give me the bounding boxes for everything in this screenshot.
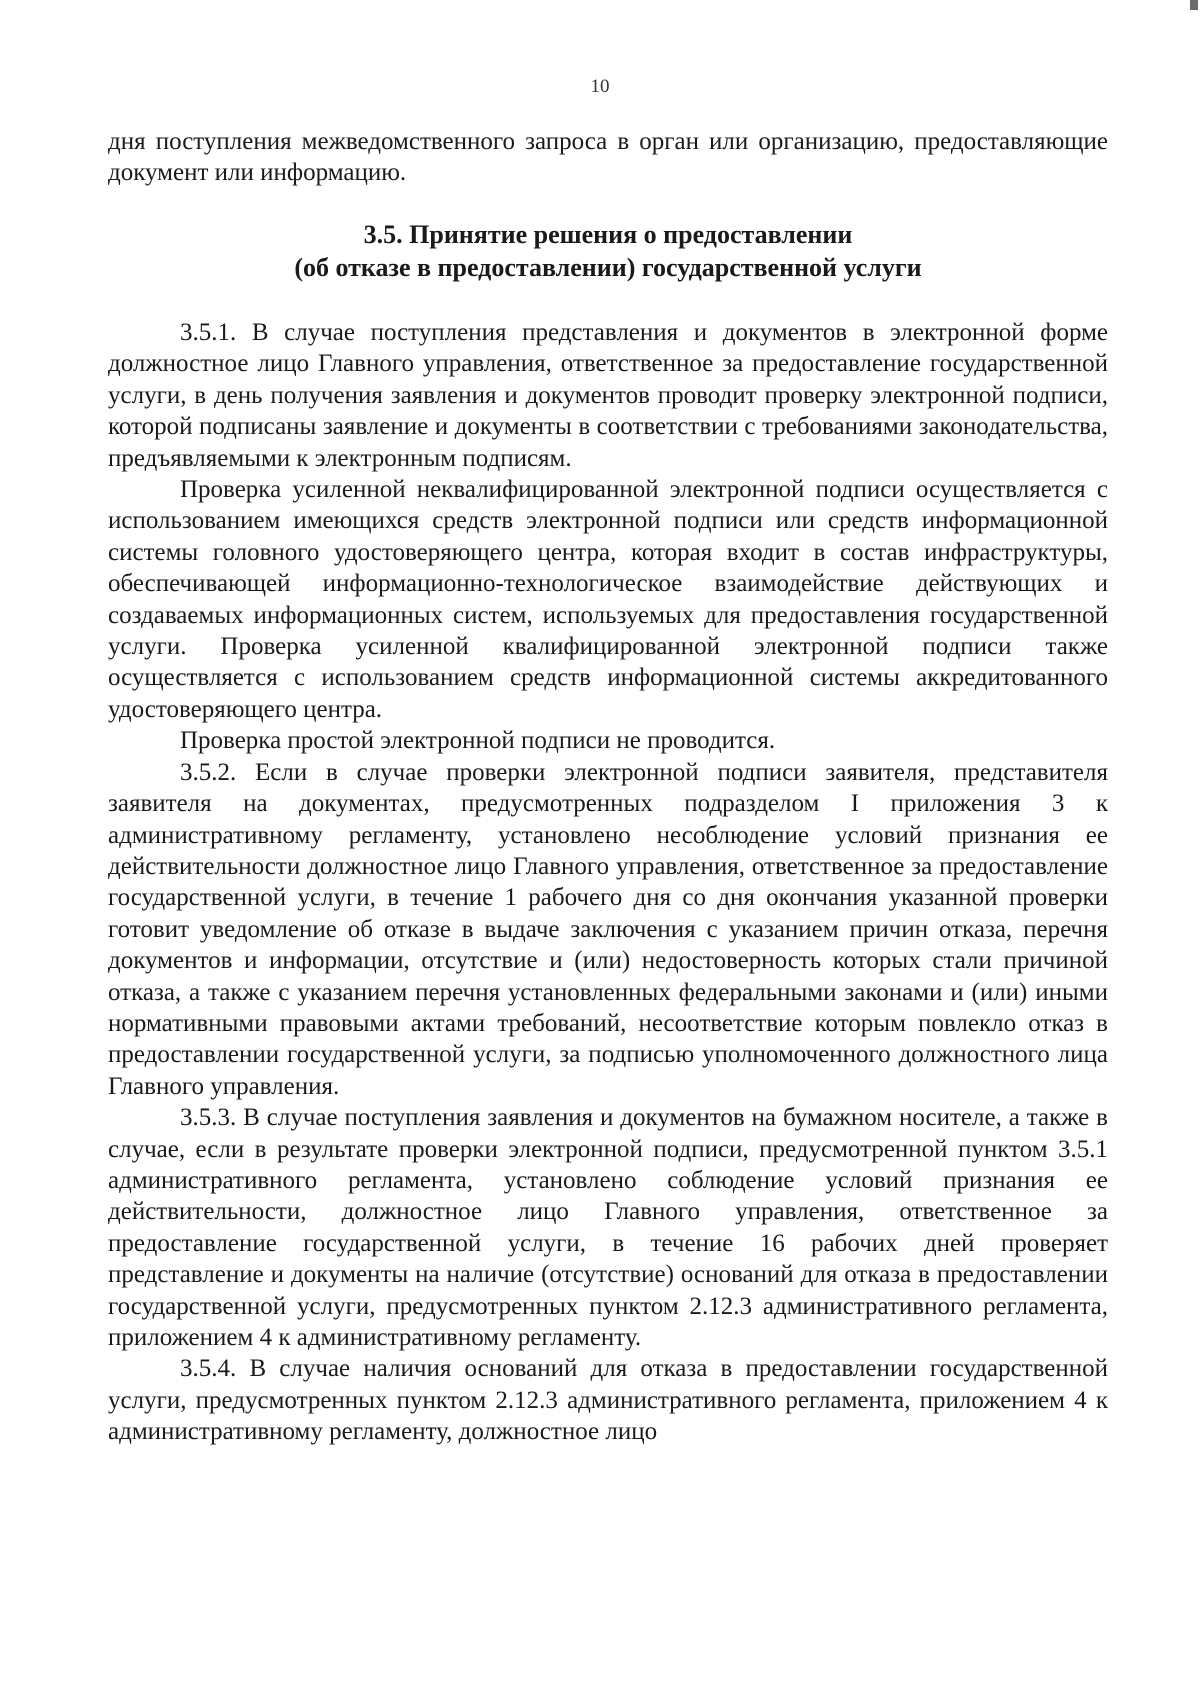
section-title-line-1: 3.5. Принятие решения о предоставлении <box>363 220 853 249</box>
paragraph-3-5-1: 3.5.1. В случае поступления представления и документов в электронной форме должностное лицо Главного управления, ответственное за предоставление государственной услуги, в день получения заявления и документов проводит проверку электронной подписи, которой подписаны заявление и документы в соответствии с требованиями законодательства, предъявляемыми к электронным подписям. <box>108 319 1108 472</box>
intro-paragraph: дня поступления межведомственного запроса в орган или организацию, предоставляющие документ или информацию. <box>108 128 1108 187</box>
section-title-line-2: (об отказе в предоставлении) государственной услуги <box>294 253 922 282</box>
scan-artifact-mark <box>1190 0 1198 10</box>
page-number: 10 <box>590 76 610 97</box>
paragraph-3-5-4: 3.5.4. В случае наличия оснований для отказа в предоставлении государственной услуги, предусмотренных пунктом 2.12.3 административного регламента, приложением 4 к административному регламенту, должностное лицо <box>108 1355 1108 1446</box>
section-heading <box>108 218 1108 284</box>
paragraph-3-5-2: 3.5.2. Если в случае проверки электронной подписи заявителя, представителя заявителя на документах, предусмотренных подразделом I приложения 3 к административному регламенту, установлено несоблюдение условий признания ее действительности должностное лицо Главного управления, ответственное за предоставление государственной услуги, в течение 1 рабочего дня со дня окончания указанной проверки готовит уведомление об отказе в выдаче заключения с указанием причин отказа, перечня документов и информации, отсутствие и (или) недостоверность которых стали причиной отказа, а также с указанием перечня установленных федеральными законами и (или) иными нормативными правовыми актами требований, несоответствие которым повлекло отказ в предоставлении государственной услуги, за подписью уполномоченного должностного лица Главного управления. <box>108 758 1108 1100</box>
paragraph-simple-signature: Проверка простой электронной подписи не проводится. <box>180 727 776 755</box>
intro-text-block <box>108 126 1108 189</box>
paragraph-3-5-3: 3.5.3. В случае поступления заявления и документов на бумажном носителе, а также в случае, если в результате проверки электронной подписи, предусмотренной пунктом 3.5.1 административного регламента, установлено соблюдение условий признания ее действительности, должностное лицо Главного управления, ответственное за предоставление государственной услуги, в течение 16 рабочих дней проверяет представление и документы на наличие (отсутствие) оснований для отказа в предоставлении государственной услуги, предусмотренных пунктом 2.12.3 административного регламента, приложением 4 к административному регламенту. <box>108 1104 1108 1351</box>
paragraph-signature-check: Проверка усиленной неквалифицированной электронной подписи осуществляется с использованием имеющихся средств электронной подписи или средств информационной системы головного удостоверяющего центра, которая входит в состав инфраструктуры, обеспечивающей информационно-технологическое взаимодействие действующих и создаваемых информационных систем, используемых для предоставления государственной услуги. Проверка усиленной квалифицированной электронной подписи также осуществляется с использованием средств информационной системы аккредитованного удостоверяющего центра. <box>108 476 1108 723</box>
section-body <box>108 317 1108 1448</box>
